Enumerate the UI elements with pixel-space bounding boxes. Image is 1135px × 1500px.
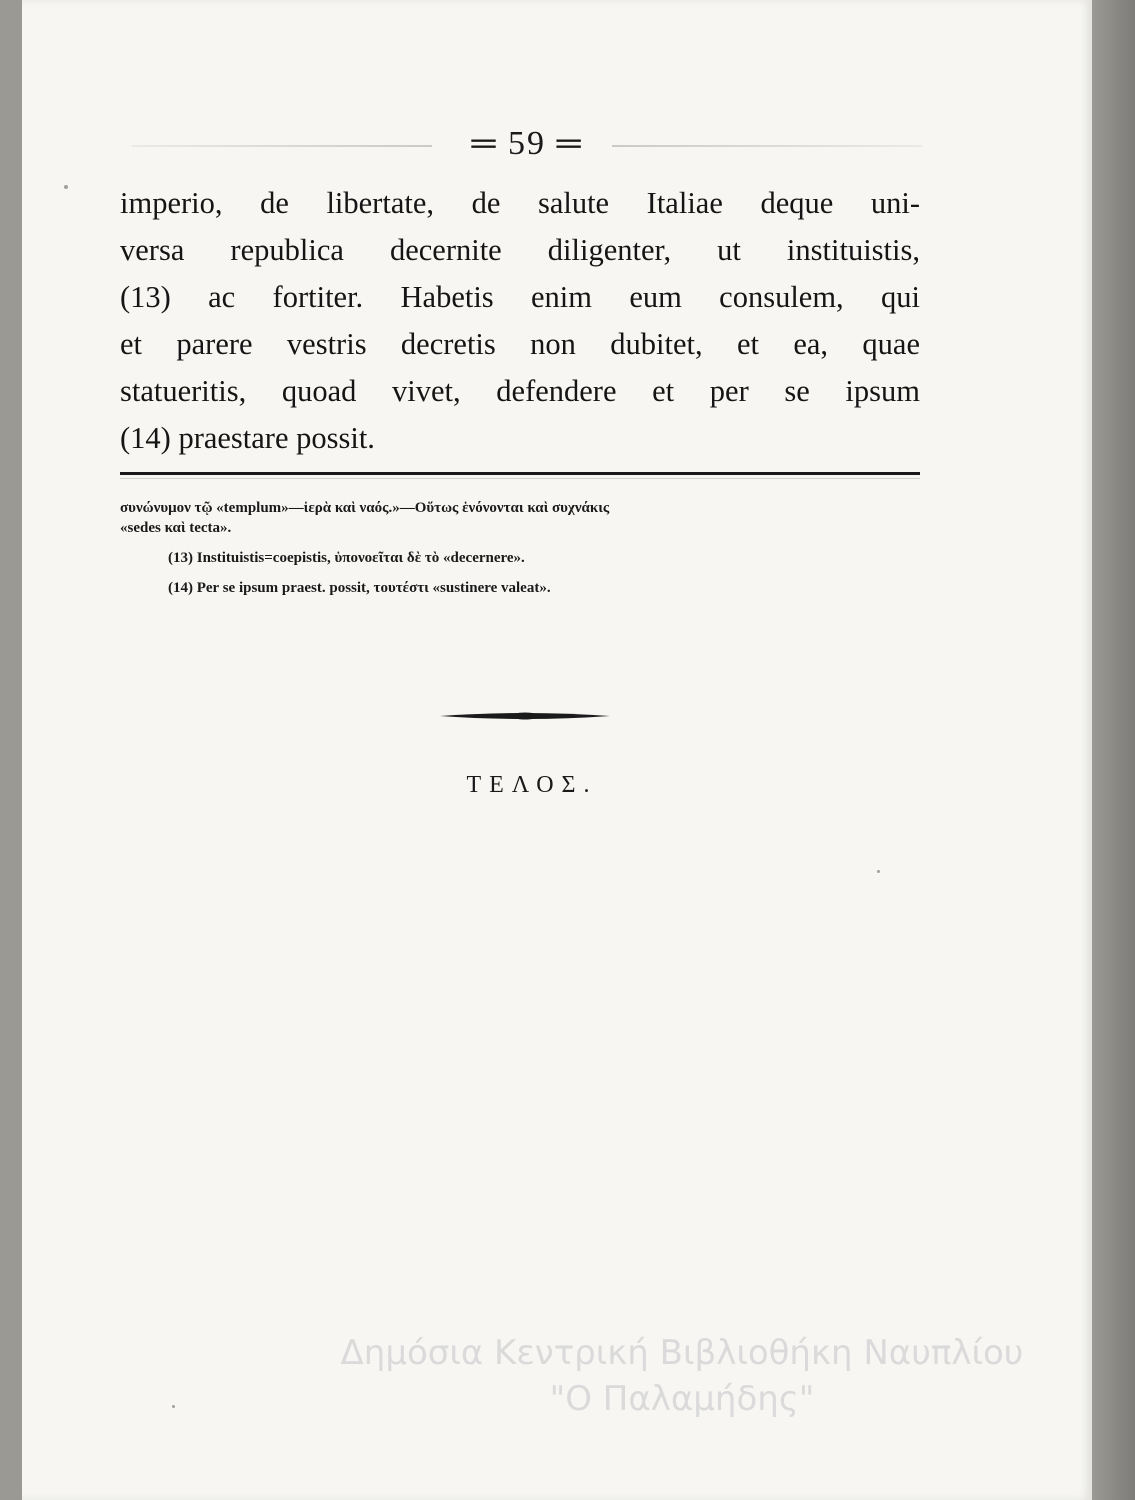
footnote-continuation-line: «sedes καὶ tecta».	[120, 520, 232, 536]
end-ornament	[440, 710, 610, 722]
book-page	[22, 0, 1092, 1500]
footnote-gap	[120, 568, 930, 578]
footnote-14: (14) Per se ipsum praest. possit, τουτέστι «sustinere valeat».	[168, 580, 551, 596]
watermark-line: "Ο Παλαμήδης"	[549, 1379, 815, 1419]
text-line: (14) praestare possit.	[120, 421, 375, 455]
footnote-divider-shadow	[120, 478, 920, 479]
text-line: versa republica decernite diligenter, ut instituistis,	[120, 233, 920, 267]
page-header	[132, 125, 932, 169]
page-speck	[877, 870, 880, 873]
text-line: et parere vestris decretis non dubitet, et ea, quae	[120, 327, 920, 361]
footnote-13: (13) Instituistis=coepistis, ὑπονοεῖται δὲ τὸ «decernere».	[168, 550, 525, 566]
page-speck	[64, 185, 68, 189]
page-number: ═ 59 ═	[471, 125, 583, 162]
scan-background-left	[0, 0, 24, 1500]
footnote-divider	[120, 472, 920, 475]
footnotes	[120, 498, 930, 598]
footnote-gap	[120, 538, 930, 548]
text-line: statueritis, quoad vivet, defendere et per se ipsum	[120, 374, 920, 408]
footnote-continuation-line: συνώνυμον τῷ «templum»—ἱερὰ καὶ ναός.»—Οὕτως ἑνόνονται καὶ συχνάκις	[120, 500, 610, 516]
header-rule-left	[132, 145, 432, 147]
watermark-line: Δημόσια Κεντρική Βιβλιοθήκη Ναυπλίου	[340, 1333, 1024, 1373]
main-text	[120, 180, 920, 462]
end-title: ΤΕΛΟΣ.	[466, 772, 598, 798]
text-line: imperio, de libertate, de salute Italiae deque uni-	[120, 186, 920, 220]
text-line: (13) ac fortiter. Habetis enim eum consulem, qui	[120, 280, 920, 314]
header-rule-right	[612, 145, 922, 147]
library-watermark	[282, 1330, 1082, 1422]
page-speck	[172, 1405, 175, 1408]
